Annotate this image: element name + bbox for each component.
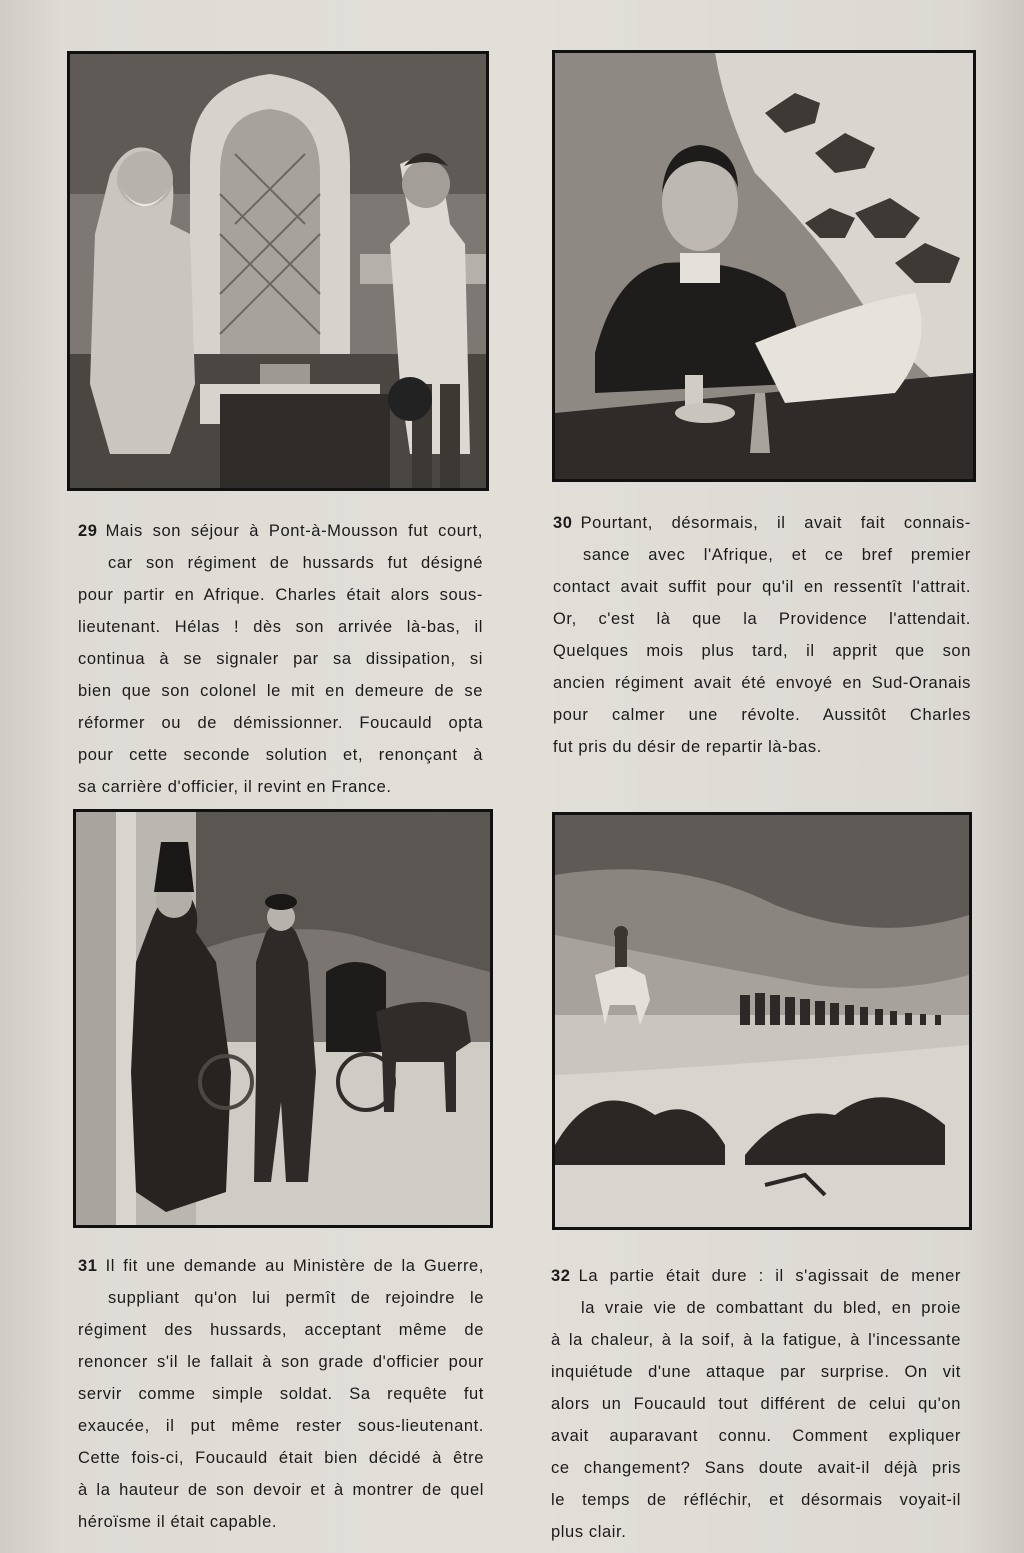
illustration-29 xyxy=(67,51,489,491)
caption-31 xyxy=(78,1250,484,1538)
caption-29 xyxy=(78,515,483,803)
caption-line: contact avait suffit pour qu'il en ressentît l'attrait. xyxy=(553,578,971,596)
panel-number-29: 29 xyxy=(78,522,98,540)
caption-line: pour calmer une révolte. Aussitôt Charles xyxy=(553,706,971,724)
caption-line: sance avec l'Afrique, et ce bref premier xyxy=(583,546,971,564)
caption-line: La partie était dure : il s'agissait de mener xyxy=(578,1267,961,1285)
caption-line: régiment des hussards, acceptant même de xyxy=(78,1321,484,1339)
illustration-32 xyxy=(552,812,972,1230)
caption-line: réformer ou de démissionner. Foucauld opta xyxy=(78,714,483,732)
illustration-31-drawing xyxy=(76,812,490,1225)
panel-number-31: 31 xyxy=(78,1257,98,1275)
caption-line: héroïsme il était capable. xyxy=(78,1513,278,1531)
caption-line: fut pris du désir de repartir là-bas. xyxy=(553,738,822,756)
illustration-32-drawing xyxy=(555,815,969,1227)
caption-line: Pourtant, désormais, il avait fait connais- xyxy=(580,514,971,532)
caption-line: exaucée, il put même rester sous-lieutenant. xyxy=(78,1417,484,1435)
panel-number-30: 30 xyxy=(553,514,573,532)
caption-32 xyxy=(551,1260,961,1548)
caption-line: lieutenant. Hélas ! dès son arrivée là-bas, il xyxy=(78,618,483,636)
caption-line: bien que son colonel le mit en demeure de se xyxy=(78,682,483,700)
caption-line: Cette fois-ci, Foucauld était bien décidé à être xyxy=(78,1449,484,1467)
caption-line: inquiétude d'une attaque par surprise. On vit xyxy=(551,1363,961,1381)
illustration-30-drawing xyxy=(555,53,973,479)
caption-line: Quelques mois plus tard, il apprit que son xyxy=(553,642,971,660)
caption-line: Mais son séjour à Pont-à-Mousson fut court, xyxy=(105,522,483,540)
caption-30 xyxy=(553,507,971,763)
caption-line: avait auparavant connu. Comment expliquer xyxy=(551,1427,961,1445)
caption-line: pour cette seconde solution et, renonçant à xyxy=(78,746,483,764)
caption-line: continua à se signaler par sa dissipation, si xyxy=(78,650,483,668)
caption-line: servir comme simple soldat. Sa requête fut xyxy=(78,1385,484,1403)
caption-line: pour partir en Afrique. Charles était alors sous- xyxy=(78,586,483,604)
caption-line: Il fit une demande au Ministère de la Guerre, xyxy=(105,1257,484,1275)
illustration-31 xyxy=(73,809,493,1228)
caption-line: à la chaleur, à la soif, à la fatigue, à l'incessante xyxy=(551,1331,961,1349)
illustration-29-drawing xyxy=(70,54,486,488)
caption-line: ancien régiment avait été envoyé en Sud-Oranais xyxy=(553,674,971,692)
caption-line: suppliant qu'on lui permît de rejoindre le xyxy=(108,1289,484,1307)
caption-line: Or, c'est là que la Providence l'attendait. xyxy=(553,610,971,628)
caption-line: le temps de réfléchir, et désormais voyait-il xyxy=(551,1491,961,1509)
caption-line: car son régiment de hussards fut désigné xyxy=(108,554,483,572)
caption-line: alors un Foucauld tout différent de celui qu'on xyxy=(551,1395,961,1413)
illustration-30 xyxy=(552,50,976,482)
caption-line: à la hauteur de son devoir et à montrer de quel xyxy=(78,1481,484,1499)
caption-line: la vraie vie de combattant du bled, en proie xyxy=(581,1299,961,1317)
panel-number-32: 32 xyxy=(551,1267,571,1285)
caption-line: sa carrière d'officier, il revint en France. xyxy=(78,778,392,796)
caption-line: renoncer s'il le fallait à son grade d'officier pour xyxy=(78,1353,484,1371)
caption-line: ce changement? Sans doute avait-il déjà pris xyxy=(551,1459,961,1477)
caption-line: plus clair. xyxy=(551,1523,627,1541)
